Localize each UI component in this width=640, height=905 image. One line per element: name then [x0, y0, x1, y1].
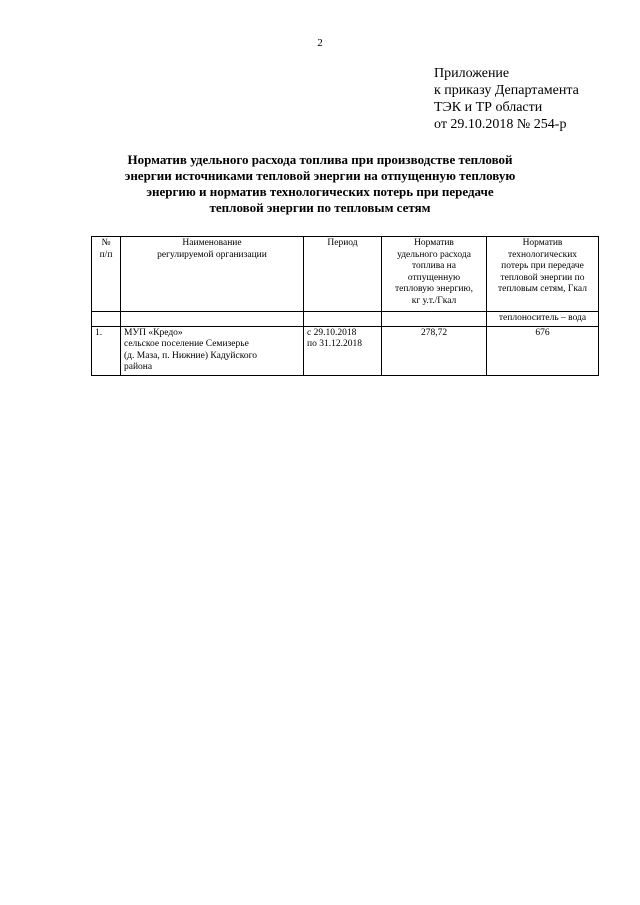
appendix-header [434, 65, 579, 133]
header-text: тепловой энергии по [500, 272, 585, 283]
row-fuel-norm: 278,72 [382, 326, 487, 375]
appendix-line: Приложение [434, 66, 510, 81]
header-text: отпущенную [407, 272, 461, 283]
coolant-label: теплоноситель – вода [487, 312, 599, 327]
page-number: 2 [317, 37, 323, 49]
header-text: потерь при передаче [501, 261, 584, 271]
org-line: МУП «Кредо» [124, 327, 183, 338]
org-line: района [124, 362, 153, 372]
header-text: кг у.т./Гкал [411, 295, 457, 306]
row-period [304, 326, 382, 375]
title-line: энергию и норматив технологических потерь при передаче [146, 184, 494, 199]
header-number [92, 237, 121, 312]
title-line: энергии источниками тепловой энергии на отпущенную тепловую [124, 168, 516, 183]
title-line: Норматив удельного расхода топлива при производстве тепловой [127, 152, 513, 167]
header-text: тепловым сетям, Гкал [498, 284, 587, 294]
period-line: с 29.10.2018 [307, 327, 357, 338]
table-subheader-row [92, 312, 599, 327]
row-number: 1. [92, 326, 121, 375]
header-text: Период [327, 238, 358, 248]
norms-table [91, 236, 599, 376]
header-period [304, 237, 382, 312]
table-row [92, 326, 599, 375]
title-line: тепловой энергии по тепловым сетям [209, 200, 431, 215]
header-text: Наименование [182, 238, 242, 248]
header-text: п/п [99, 249, 113, 260]
header-text: технологических [507, 249, 578, 260]
header-text: Норматив [414, 238, 454, 248]
header-text: Норматив [522, 238, 563, 248]
header-fuel-norm [382, 237, 487, 312]
document-title [100, 152, 540, 216]
header-text: № [101, 238, 111, 248]
table-header-row [92, 237, 599, 312]
appendix-line: к приказу Департамента [434, 83, 579, 98]
header-loss-norm [487, 237, 599, 312]
row-loss-norm: 676 [487, 326, 599, 375]
row-organization [121, 326, 304, 375]
header-organization [121, 237, 304, 312]
header-text: тепловую энергию, [395, 284, 473, 294]
appendix-line: от 29.10.2018 № 254-р [434, 117, 567, 132]
org-line: сельское поселение Семизерье [124, 339, 249, 349]
header-text: топлива на [412, 261, 456, 271]
period-line: по 31.12.2018 [307, 339, 362, 349]
org-line: (д. Маза, п. Нижние) Кадуйского [124, 350, 257, 361]
header-text: регулируемой организации [157, 249, 267, 260]
appendix-line: ТЭК и ТР области [434, 100, 543, 115]
header-text: удельного расхода [397, 249, 471, 260]
